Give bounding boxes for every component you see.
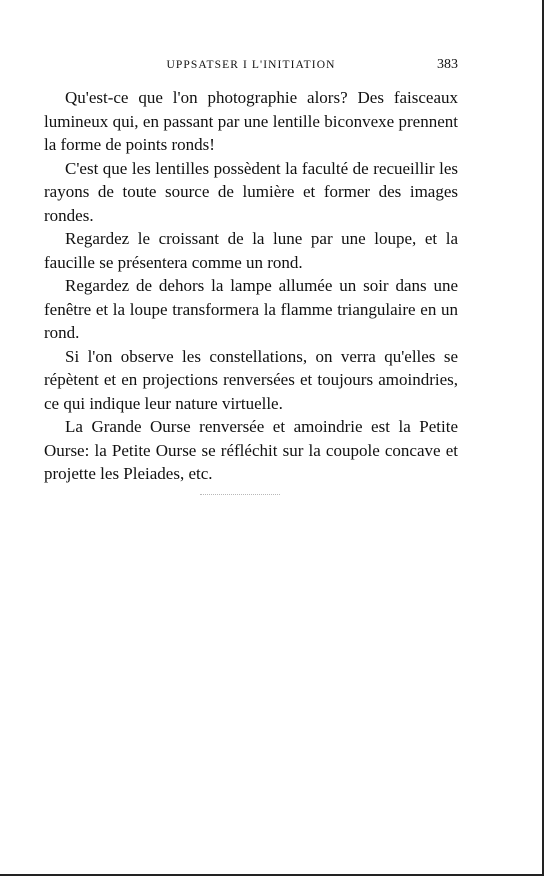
- page-number: 383: [437, 57, 458, 72]
- paragraph: La Grande Ourse renversée et amoindrie est la Petite Ourse: la Petite Ourse se réfléchit sur la coupole concave et projette les Pleiades, etc.: [44, 417, 458, 483]
- body-text: [44, 86, 458, 486]
- running-head: [44, 55, 458, 75]
- paragraph: Si l'on observe les constellations, on verra qu'elles se répètent et en projections renversées et toujours amoindries, ce qui indique leur nature virtuelle.: [44, 346, 458, 413]
- section-divider: [200, 494, 280, 495]
- running-title: UPPSATSER I L'INITIATION: [166, 59, 336, 71]
- paragraph: Regardez le croissant de la lune par une loupe, et la faucille se présentera comme un rond.: [44, 229, 458, 272]
- paragraph: Qu'est-ce que l'on photographie alors? Des faisceaux lumineux qui, en passant par une lentille biconvexe prennent la forme de points ronds!: [44, 88, 458, 154]
- paragraph: Regardez de dehors la lampe allumée un soir dans une fenêtre et la loupe transformera la flamme triangulaire en un rond.: [44, 276, 458, 342]
- paragraph: C'est que les lentilles possèdent la faculté de recueillir les rayons de toute source de lumière et former des images rondes.: [44, 158, 458, 225]
